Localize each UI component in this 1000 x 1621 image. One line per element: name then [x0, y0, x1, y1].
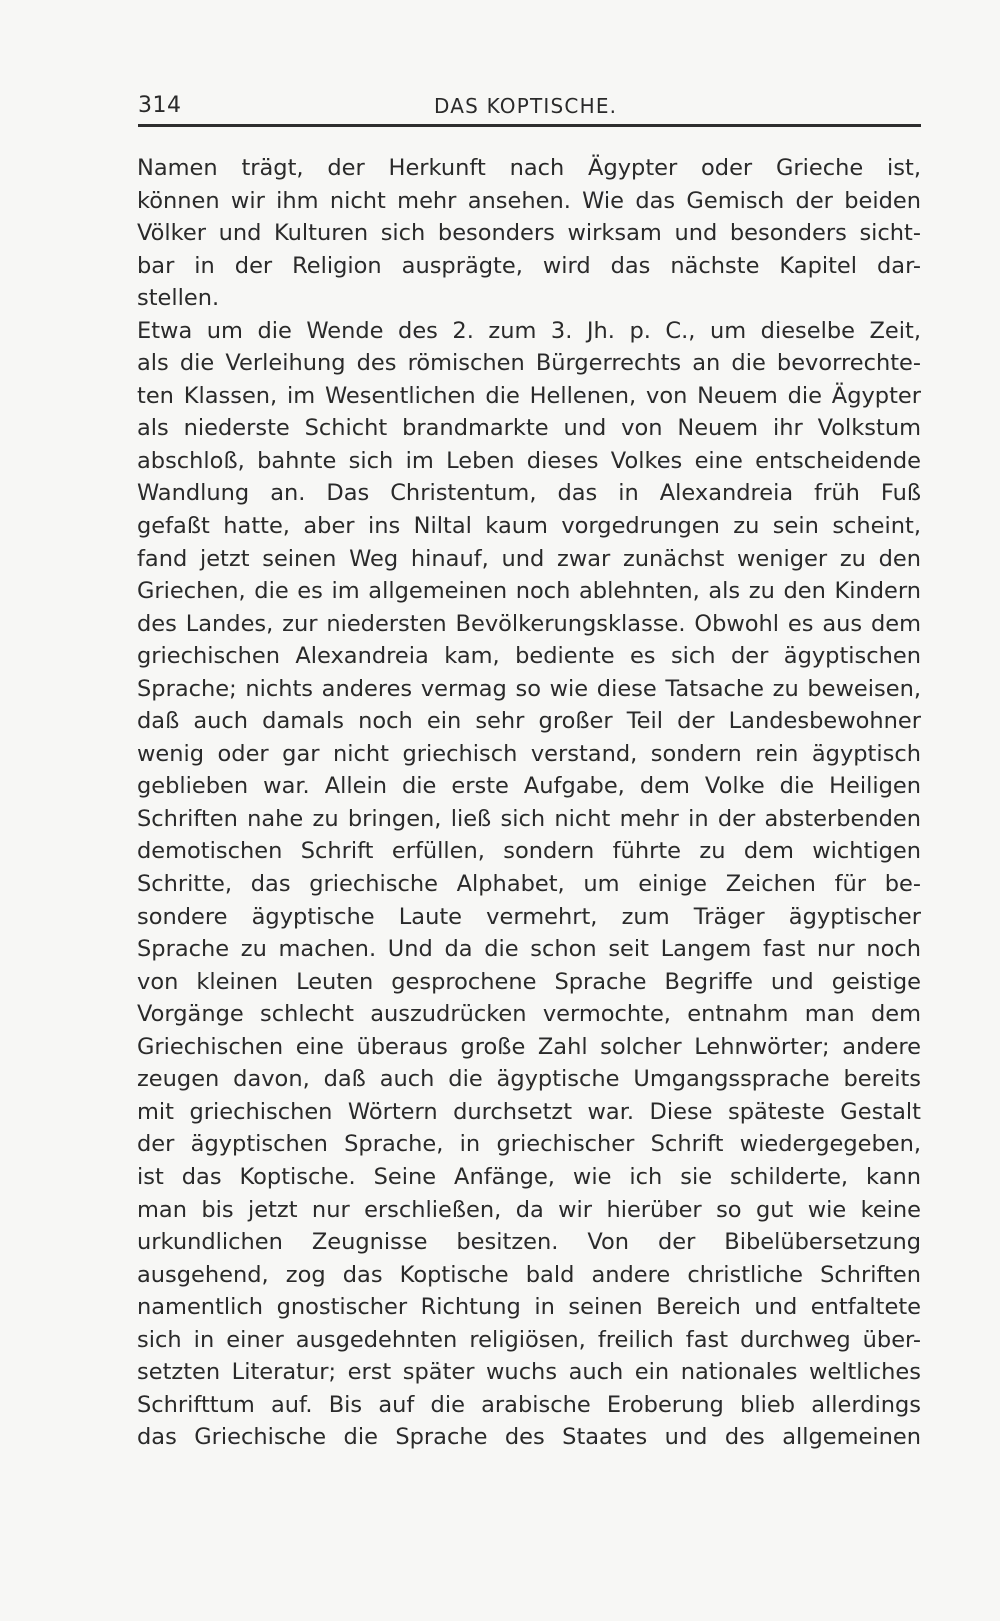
text-line: sich in einer ausgedehnten religiösen, freilich fast durchweg über- [137, 1326, 921, 1353]
text-line: sondere ägyptische Laute vermehrt, zum Träger ägyptischer [137, 903, 921, 930]
text-line: Schritte, das griechische Alphabet, um einige Zeichen für be- [137, 871, 921, 898]
text-line: mit griechischen Wörtern durchsetzt war. Diese späteste Gestalt [137, 1098, 921, 1125]
text-line: Griechen, die es im allgemeinen noch ablehnten, als zu den Kindern [137, 578, 921, 605]
text-line: setzten Literatur; erst später wuchs auch ein nationales weltliches [137, 1359, 921, 1386]
text-line: gefaßt hatte, aber ins Niltal kaum vorgedrungen zu sein scheint, [137, 513, 921, 540]
text-line: Etwa um die Wende des 2. zum 3. Jh. p. C., um dieselbe Zeit, [137, 317, 921, 344]
text-line: Sprache; nichts anderes vermag so wie diese Tatsache zu beweisen, [137, 675, 921, 702]
text-line: zeugen davon, daß auch die ägyptische Umgangssprache bereits [137, 1066, 921, 1093]
text-line: können wir ihm nicht mehr ansehen. Wie das Gemisch der beiden [137, 187, 921, 214]
text-line: geblieben war. Allein die erste Aufgabe, dem Volke die Heiligen [137, 773, 921, 800]
text-line: das Griechische die Sprache des Staates und des allgemeinen [137, 1424, 921, 1451]
text-line: Völker und Kulturen sich besonders wirksam und besonders sicht- [137, 220, 921, 247]
text-line: Schrifttum auf. Bis auf die arabische Eroberung blieb allerdings [137, 1391, 921, 1418]
running-title: DAS KOPTISCHE. [434, 94, 618, 118]
text-line: als die Verleihung des römischen Bürgerrechts an die bevorrechte- [137, 350, 921, 377]
text-line: Schriften nahe zu bringen, ließ sich nicht mehr in der absterbenden [137, 805, 921, 832]
text-line: wenig oder gar nicht griechisch verstand, sondern rein ägyptisch [137, 740, 921, 767]
text-line: Sprache zu machen. Und da die schon seit Langem fast nur noch [137, 936, 921, 963]
page-number: 314 [138, 93, 182, 118]
text-line: ten Klassen, im Wesentlichen die Hellenen, von Neuem die Ägypter [137, 382, 921, 409]
body-text [137, 152, 921, 1454]
text-line: des Landes, zur niedersten Bevölkerungsklasse. Obwohl es aus dem [137, 610, 921, 637]
text-line: griechischen Alexandreia kam, bediente es sich der ägyptischen [137, 643, 921, 670]
text-line: stellen. [137, 285, 220, 312]
text-line: der ägyptischen Sprache, in griechischer Schrift wiedergegeben, [137, 1131, 921, 1158]
text-line: von kleinen Leuten gesprochene Sprache Begriffe und geistige [137, 968, 921, 995]
text-line: bar in der Religion ausprägte, wird das nächste Kapitel dar- [137, 252, 921, 279]
text-line: namentlich gnostischer Richtung in seinen Bereich und entfaltete [137, 1294, 921, 1321]
page-header [138, 92, 921, 122]
text-line: ist das Koptische. Seine Anfänge, wie ich sie schilderte, kann [137, 1163, 921, 1190]
text-line: Griechischen eine überaus große Zahl solcher Lehnwörter; andere [137, 1033, 921, 1060]
text-line: ausgehend, zog das Koptische bald andere christliche Schriften [137, 1261, 921, 1288]
text-line: fand jetzt seinen Weg hinauf, und zwar zunächst weniger zu den [137, 545, 921, 572]
text-line: man bis jetzt nur erschließen, da wir hierüber so gut wie keine [137, 1196, 921, 1223]
text-line: Wandlung an. Das Christentum, das in Alexandreia früh Fuß [137, 480, 921, 507]
text-line: Vorgänge schlecht auszudrücken vermochte, entnahm man dem [137, 1001, 921, 1028]
text-line: als niederste Schicht brandmarkte und von Neuem ihr Volkstum [137, 415, 921, 442]
text-line: daß auch damals noch ein sehr großer Teil der Landesbewohner [137, 708, 921, 735]
text-line: Namen trägt, der Herkunft nach Ägypter oder Grieche ist, [137, 155, 921, 181]
header-rule [138, 124, 921, 127]
text-line: abschloß, bahnte sich im Leben dieses Volkes eine entscheidende [137, 447, 921, 474]
text-line: demotischen Schrift erfüllen, sondern führte zu dem wichtigen [137, 838, 921, 865]
text-line: urkundlichen Zeugnisse besitzen. Von der Bibelübersetzung [137, 1229, 921, 1256]
